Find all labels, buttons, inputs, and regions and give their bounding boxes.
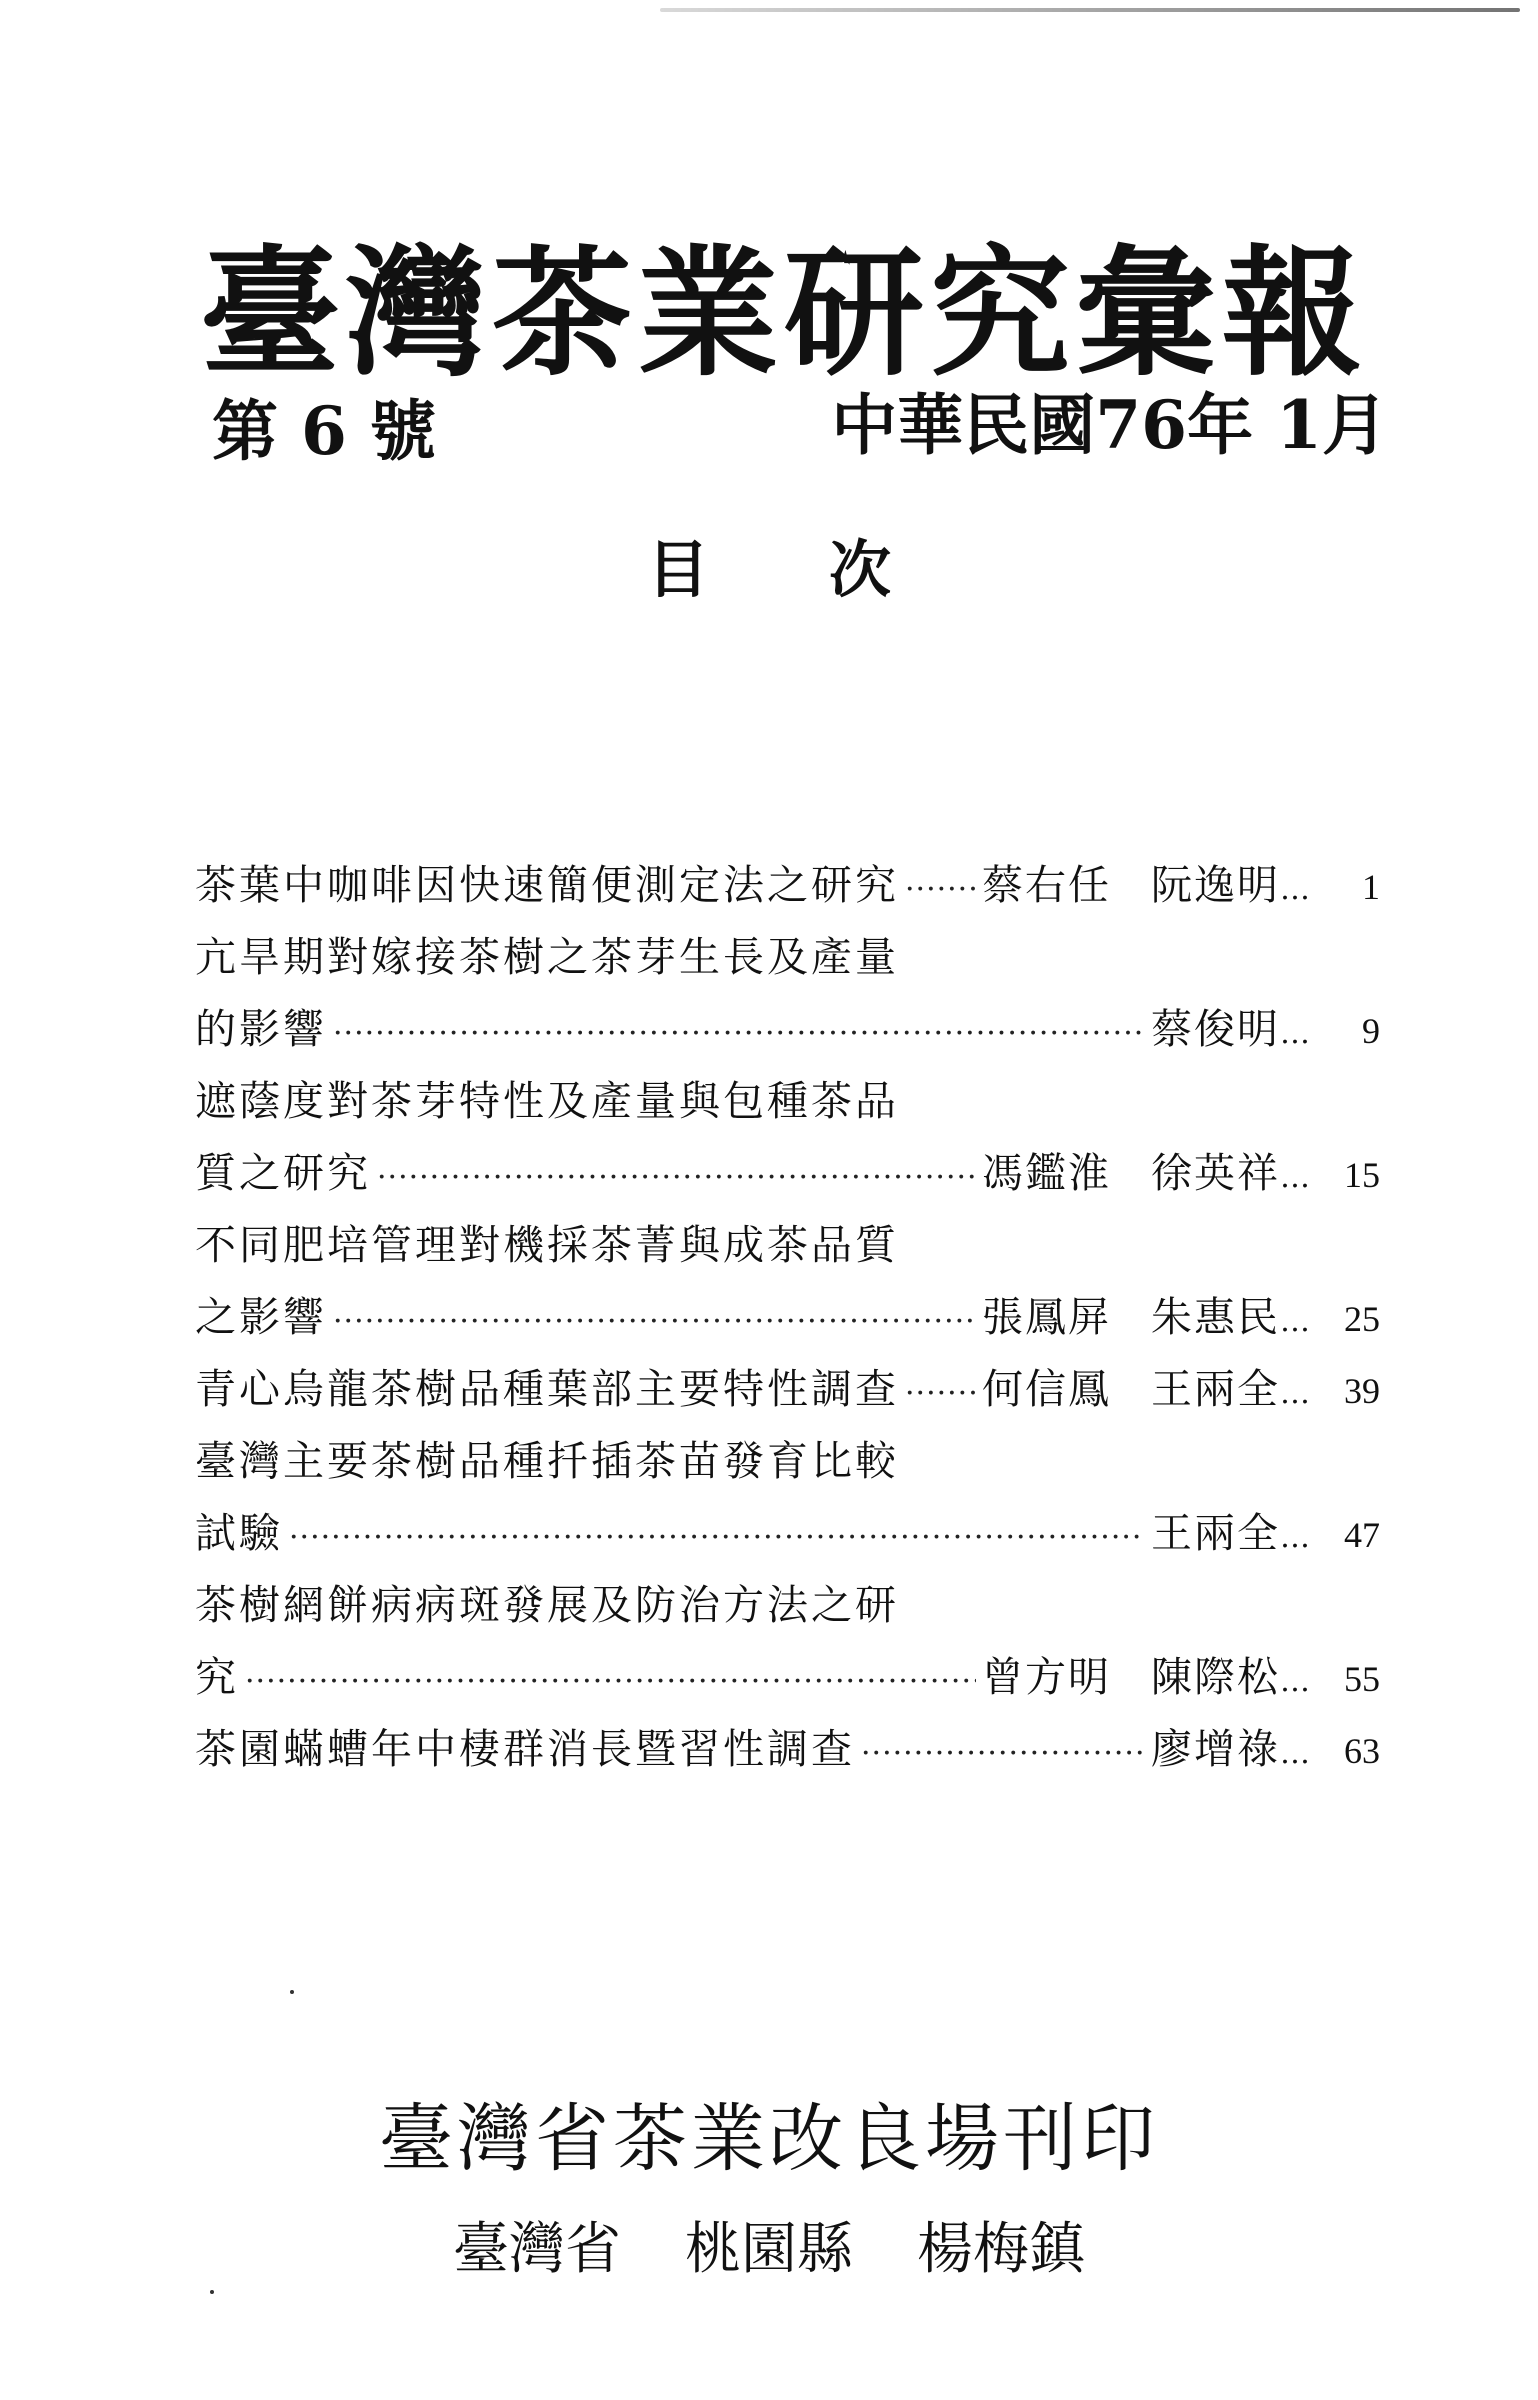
author-name: 曾方明 [982,1653,1111,1701]
toc-entry-line [195,1284,1380,1356]
ellipsis-leader: … [1280,1304,1310,1339]
toc-entry-line [195,1716,1380,1788]
toc-entry-line [195,1068,1380,1140]
dot-leader [289,1520,1145,1555]
toc-entry-title: 究 [195,1653,239,1701]
ellipsis-leader: … [1280,1664,1310,1699]
toc-entry-line [195,1644,1380,1716]
toc-entry-line [195,1356,1380,1428]
journal-title: 臺灣茶業研究彙報 [200,231,1369,396]
dot-leader [905,1376,976,1411]
ellipsis-leader: … [1280,1520,1310,1555]
author-name: 蔡俊明 [1151,1005,1280,1053]
toc-entry-authors [982,1284,1280,1343]
toc-entry-authors [1151,1500,1280,1559]
ellipsis-leader: … [1280,1016,1310,1051]
toc-entry-line [195,1428,1380,1500]
toc-entry-title: 的影響 [195,1005,327,1053]
ellipsis-leader: … [1280,1736,1310,1771]
author-name: 何信鳳 [982,1365,1111,1413]
toc-entry-authors [982,1644,1280,1703]
toc-entry-title: 茶園蟎螬年中棲群消長暨習性調查 [195,1725,855,1773]
toc-entry-authors [982,1356,1280,1415]
toc-entry-page: 25 [1344,1299,1380,1339]
dot-leader [245,1664,976,1699]
author-name: 陳際松 [1151,1653,1280,1701]
toc-entry-line [195,996,1380,1068]
dot-leader [861,1736,1145,1771]
author-name: 朱惠民 [1151,1293,1280,1341]
toc-entry-title: 亢旱期對嫁接茶樹之茶芽生長及產量 [195,933,899,981]
address-town: 楊梅鎮 [917,2217,1085,2282]
author-name: 張鳳屏 [982,1293,1111,1341]
toc-entry-line [195,1572,1380,1644]
publisher: 臺灣省茶業改良場刊印 [379,2096,1159,2182]
toc-entry-line [195,1140,1380,1212]
toc-entry-title: 茶葉中咖啡因快速簡便測定法之研究 [195,861,899,909]
dot-leader [333,1016,1145,1051]
toc-entry-title: 不同肥培管理對機採茶菁與成茶品質 [195,1221,899,1269]
toc-entry-authors [982,1140,1280,1199]
toc-entry-line [195,1212,1380,1284]
toc-entry-page: 55 [1344,1659,1380,1699]
publication-date: 中華民國76年 1月 [831,386,1388,464]
toc-heading: 目次 [646,533,1011,606]
toc-entry-page: 1 [1362,867,1380,907]
toc-entry-title: 試驗 [195,1509,283,1557]
toc-entry-authors [1151,996,1280,1055]
address-province: 臺灣省 [453,2217,621,2282]
toc-entry-page: 47 [1344,1515,1380,1555]
toc-entry-line [195,852,1380,924]
toc-entry-page: 9 [1362,1011,1380,1051]
toc-entry-title: 質之研究 [195,1149,371,1197]
table-of-contents [195,852,1380,1788]
scan-edge-line [660,8,1520,12]
publisher-address [0,2205,1538,2285]
author-name: 阮逸明 [1151,861,1280,909]
toc-entry-page: 15 [1344,1155,1380,1195]
author-name: 徐英祥 [1151,1149,1280,1197]
dot-leader [333,1304,976,1339]
author-name: 廖增祿 [1151,1725,1280,1773]
address-county: 桃園縣 [685,2217,853,2282]
toc-entry-title: 臺灣主要茶樹品種扦插茶苗發育比較 [195,1437,899,1485]
toc-entry-title: 遮蔭度對茶芽特性及產量與包種茶品 [195,1077,899,1125]
issue-number: 第 6 號 [212,392,436,470]
toc-entry-title: 之影響 [195,1293,327,1341]
author-name: 馮鑑淮 [982,1149,1111,1197]
scan-speck [290,1990,294,1994]
ellipsis-leader: … [1280,872,1310,907]
ellipsis-leader: … [1280,1376,1310,1411]
toc-entry-title: 青心烏龍茶樹品種葉部主要特性調查 [195,1365,899,1413]
scan-speck [210,2290,214,2294]
toc-entry-page: 39 [1344,1371,1380,1411]
toc-entry-authors [982,852,1280,911]
toc-entry-line [195,924,1380,996]
dot-leader [905,872,976,907]
toc-entry-authors [1151,1716,1280,1775]
toc-entry-page: 63 [1344,1731,1380,1771]
author-name: 蔡右任 [982,861,1111,909]
toc-entry-title: 茶樹網餅病病斑發展及防治方法之研 [195,1581,899,1629]
author-name: 王兩全 [1151,1365,1280,1413]
author-name: 王兩全 [1151,1509,1280,1557]
toc-entry-line [195,1500,1380,1572]
ellipsis-leader: … [1280,1160,1310,1195]
dot-leader [377,1160,976,1195]
